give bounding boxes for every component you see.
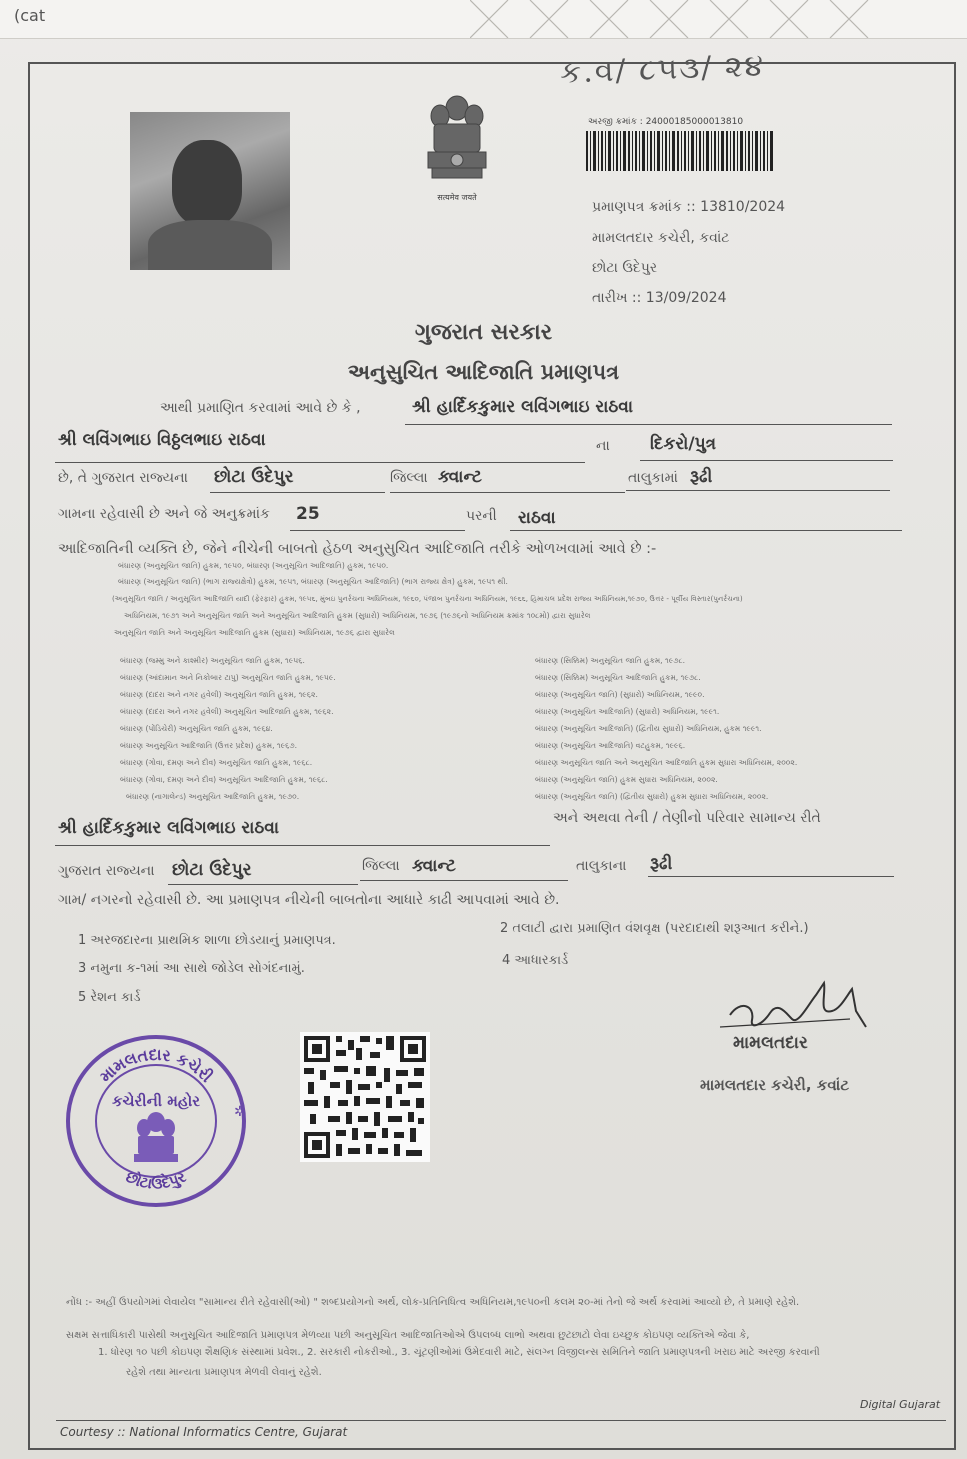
order-right: બંધારણ (અનુસૂચિત આદિજાતિ) વટહુકમ, ૧૯૯૬. <box>535 741 686 750</box>
issue-date: તારીખ :: 13/09/2024 <box>592 290 727 306</box>
taluka-value-2: ક્વાન્ટ <box>412 856 456 876</box>
legal-line: અનુસૂચિત જાતિ અને અનુસૂચિત આદિજાતિ હુકમ (સુધારા) અધિનિયમ, ૧૯૭૬ દ્વારા સુધારેલ <box>114 628 395 637</box>
village-value: રૂઢી <box>690 467 713 487</box>
note-line: નોંધ :- અહીં ઉપયોગમાં લેવાયેલ "સામાન્ય રીતે રહેવાસી(ઓ) " શબ્દપ્રયોગનો અર્થ, લોક-પ્રતિનિધિત્વ અધિનિયમ,૧૯૫૦ની કલમ ૨૦-માં તેનો જે અર્થ કરવામાં આવ્યો છે, તે પ્રમાણે રહેશે. <box>66 1297 800 1308</box>
order-right: બંધારણ અનુસૂચિત જાતિ અને અનુસૂચિત આદિજાતિ હુકમ સુધારા અધિનિયમ, ૨૦૦૨. <box>535 758 798 767</box>
barcode <box>586 131 774 171</box>
order-left: બંધારણ (આંદામાન અને નિકોબાર ટાપુ) અનુસૂચિત જાતિ હુકમ, ૧૯૫૯. <box>120 673 336 682</box>
taluka-value: ક્વાન્ટ <box>438 467 482 487</box>
order-right: બંધારણ (અનુસૂચિત આદિજાતિ) (સુધારો) અધિનિયમ, ૧૯૯૧. <box>535 707 720 716</box>
note-line: 1. ધોરણ ૧૦ પછી કોઇપણ શૈક્ષણિક સંસ્થામાં પ્રવેશ., 2. સરકારી નોકરીઓ., 3. ચૂંટણીઓમાં ઉમેદવારી માટે, સંલગ્ન વિજીલન્સ સમિતિને જાતિ પ્રમાણપત્રની ખરાઇ માટે અરજી કરવાની <box>98 1347 820 1358</box>
order-left: બંધારણ (જમ્મુ અને કાશ્મીર) અનુસૂચિત જાતિ હુકમ, ૧૯૫૬. <box>120 656 305 665</box>
district-label-2: જિલ્લા <box>362 858 400 874</box>
note-line: સક્ષમ સત્તાધિકારી પાસેથી અનુસૂચિત આદિજાતિ પ્રમાણપત્ર મેળવ્યા પછી અનુસૂચિત આદિજાતિઓએ ઉપલબ્ધ લાભો અથવા છુટછાટો લેવા ઇચ્છુક કોઇપણ વ્યક્તિએ જેવા કે, <box>66 1330 750 1341</box>
certify-intro: આથી પ્રમાણિત કરવામાં આવે છે કે , <box>160 400 361 416</box>
order-left: બંધારણ (દાદરા અને નગર હવેલી) અનુસૂચિત જાતિ હુકમ, ૧૯૬૨. <box>120 690 318 699</box>
government-title: ગુજરાત સરકાર <box>414 320 553 345</box>
district-value-2: છોટા ઉદેપુર <box>172 860 252 880</box>
taluka-label-2: તાલુકાના <box>576 858 627 874</box>
signatory-office: મામલતદાર કચેરી, કવાંટ <box>700 1076 850 1094</box>
svg-text:✲: ✲ <box>234 1104 246 1120</box>
order-right: બંધારણ (અનુસૂચિત જાતિ) હુકમ સુધારા અધિનિયમ, ૨૦૦૨. <box>535 775 718 784</box>
office-seal-stamp <box>62 1032 250 1210</box>
tribe-value: રાઠવા <box>518 508 556 528</box>
emblem-motto: सत्यमेव जयते <box>437 193 477 202</box>
order-right: બંધારણ (અનુસૂચિત જાતિ) (દ્વિતીય સુધારો) હુકમ સુધારા અધિનિયમ, ૨૦૦૨. <box>535 792 769 801</box>
legal-line: અધિનિયમ, ૧૯૭૧ અને અનુસૂચિત જાતિ અને અનુસૂચિત આદિજાતિ હુકમ (સુધારો) અધિનિયમ, ૧૯૭૬ (૧૯૭૬નો અધિનિયમ ક્રમાંક ૧૦૮મો) દ્વારા સુધારેલ <box>124 611 591 620</box>
order-left: બંધારણ (ગોવા, દમણ અને દીવ) અનુસૂચિત જાતિ હુકમ, ૧૯૬૮. <box>120 758 313 767</box>
document-item: 5 રેશન કાર્ડ <box>78 990 141 1005</box>
relation-value: દિકરો/પુત્ર <box>650 434 717 454</box>
document-item: 2 તલાટી દ્વારા પ્રમાણિત વંશવૃક્ષ (પરદાદાથી શરૂઆત કરીને.) <box>500 921 809 936</box>
basis-statement: ગામ/ નગરનો રહેવાસી છે. આ પ્રમાણપત્ર નીચેની બાબતોના આધારે કાઢી આપવામાં આવે છે. <box>58 892 560 908</box>
header-district: છોટા ઉદેપુર <box>592 260 658 276</box>
applicant-photo <box>130 112 290 270</box>
top-paper-strip <box>0 0 967 39</box>
seal-center-text: કચેરીની મહોર <box>111 1092 201 1110</box>
family-label: અને અથવા તેની / તેણીનો પરિવાર સામાન્ય રીતે <box>553 810 821 826</box>
legal-line: (અનુસૂચિત જાતિ / અનુસૂચિત આદિજાતિ યાદી (ફેરફાર) હુકમ, ૧૯૫૬, મુંબઇ પુનર્રચના અધિનિયમ, ૧૯૬૦, પંજાબ પુનર્રચના અધિનિયમ, ૧૯૬૬, હિમાચલ પ્રદેશ રાજ્ય અધિનિયમ,૧૯૭૦, ઉત્તર - પૂર્વીય વિસ્તાર(પુનર્રચના) <box>112 594 743 603</box>
note-line: રહેશે તથા માન્યતા પ્રમાણપત્ર મેળવી લેવાનું રહેશે. <box>126 1367 322 1378</box>
order-left: બંધારણ (નાગાલેન્ડ) અનુસૂચિત આદિજાતિ હુકમ, ૧૯૭૦. <box>126 792 300 801</box>
order-right: બંધારણ (અનુસૂચિત જાતિ) (સુધારો) અધિનિયમ, ૧૯૯૦. <box>535 690 705 699</box>
certificate-number: પ્રમાણપત્ર ક્રમાંક :: 13810/2024 <box>592 199 786 215</box>
signatory-title: મામલતદાર <box>733 1033 808 1053</box>
qr-code <box>300 1032 430 1162</box>
certificate-border <box>28 62 956 1450</box>
cross-marks-pattern <box>470 0 930 38</box>
state-label: છે, તે ગુજરાત રાજ્યના <box>58 470 188 486</box>
application-number: અરજી ક્રમાંક : 24000185000013810 <box>588 117 744 127</box>
on-label: પરની <box>466 508 497 524</box>
seal-bottom-text: છોટાઉદેપુર <box>123 1167 189 1193</box>
na-label: ના <box>596 438 610 454</box>
resident-label: ગામના રહેવાસી છે અને જે અનુક્રમાંક <box>58 506 270 522</box>
legal-line: બંધારણ (અનુસૂચિત જાતિ) હુકમ, ૧૯૫૦, બંધારણ (અનુસૂચિત આદિજાતિ) હુકમ, ૧૯૫૦. <box>118 561 389 570</box>
order-right: બંધારણ (સિક્કિમ) અનુસૂચિત જાતિ હુકમ, ૧૯૭૮. <box>535 656 686 665</box>
digital-gujarat-label: Digital Gujarat <box>860 1398 941 1411</box>
top-tag: (cat <box>14 6 46 25</box>
svg-text:છોટાઉદેપુર <box>123 1167 189 1193</box>
state-label-2: ગુજરાત રાજ્યના <box>58 863 155 879</box>
serial-number-value: 25 <box>296 504 320 524</box>
order-left: બંધારણ (ગોવા, દમણ અને દીવ) અનુસૂચિત આદિજાતિ હુકમ, ૧૯૬૮. <box>120 775 328 784</box>
courtesy-label: Courtesy :: National Informatics Centre, Gujarat <box>60 1425 348 1439</box>
order-left: બંધારણ (પોંડિચેરી) અનુસૂચિત જાતિ હુકમ, ૧૯૬૪. <box>120 724 273 733</box>
applicant-name: શ્રી હાર્દિકકુમાર લવિંગભાઇ રાઠવા <box>412 397 634 417</box>
order-right: બંધારણ (અનુસૂચિત આદિજાતિ) (દ્વિતીય સુધારો) અધિનિયમ, હુકમ ૧૯૯૧. <box>535 724 762 733</box>
document-item: 3 નમુના ક-૧માં આ સાથે જોડેલ સોગંદનામું. <box>78 961 305 976</box>
document-item: 1 અરજદારના પ્રાથમિક શાળા છોડયાનું પ્રમાણપત્ર. <box>78 933 336 948</box>
issuing-office: મામલતદાર કચેરી, કવાંટ <box>592 230 730 246</box>
certificate-title: અનુસુચિત આદિજાતિ પ્રમાણપત્ર <box>347 360 620 384</box>
national-emblem-icon <box>420 92 494 200</box>
district-value: છોટા ઉદેપુર <box>214 467 294 487</box>
village-value-2: રૂઢી <box>650 854 673 874</box>
seal-top-text: મામલતદાર કચેરી <box>95 1044 217 1087</box>
tribe-statement: આદિજાતિની વ્યક્તિ છે, જેને નીચેની બાબતો હેઠળ અનુસુચિત આદિજાતિ તરીકે ઓળખવામાં આવે છે :- <box>58 541 657 557</box>
order-left: બંધારણ અનુસૂચિત આદિજાતિ (ઉત્તર પ્રદેશ) હુકમ, ૧૯૬૭. <box>120 741 298 750</box>
order-left: બંધારણ (દાદરા અને નગર હવેલી) અનુસૂચિત આદિજાતિ હુકમ, ૧૯૬૨. <box>120 707 334 716</box>
order-right: બંધારણ (સિક્કિમ) અનુસૂચિત આદિજાતિ હુકમ, ૧૯૭૮. <box>535 673 701 682</box>
parent-name: શ્રી લવિંગભાઇ વિઠ્ઠલભાઇ રાઠવા <box>58 430 266 450</box>
applicant-name-2: શ્રી હાર્દિકકુમાર લવિંગભાઇ રાઠવા <box>58 818 280 838</box>
taluka-label: તાલુકામાં <box>628 470 678 486</box>
document-item: 4 આધારકાર્ડ <box>502 953 569 968</box>
legal-line: બંધારણ (અનુસૂચિત જાતિ) (ભાગ રાજ્યક્ષેત્રો) હુકમ, ૧૯૫૧, બંધારણ (અનુસૂચિત આદિજાતિ) (ભાગ રાજ્ય ક્ષેત્ર) હુકમ, ૧૯૫૧ થી. <box>118 577 508 586</box>
district-label: જિલ્લા <box>390 470 428 486</box>
handwritten-file-number: ક.વ/ ૮૫૩/ ૨૪ <box>559 48 766 91</box>
